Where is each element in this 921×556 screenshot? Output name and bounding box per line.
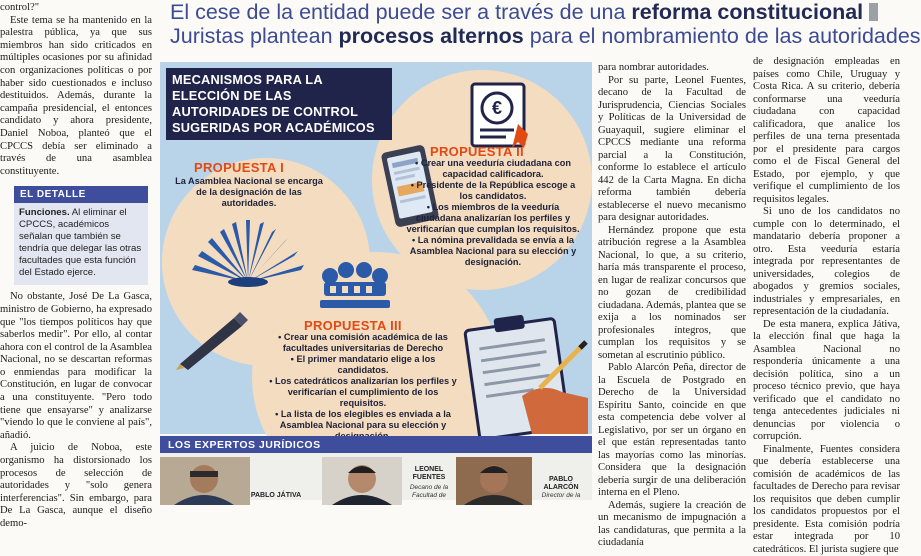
expert-3-role: Director de la [532, 492, 590, 500]
headline-line-2 [170, 24, 900, 48]
left-para-1: control?" [0, 2, 152, 15]
detalle-box [14, 186, 148, 285]
propuesta-3-item: • El primer mandatario elige a los candidatos. [264, 354, 462, 376]
detalle-title: EL DETALLE [14, 186, 148, 203]
col-a-para-5: Además, sugiere la creación de un mecanismo de impugnación a las candidaturas, que permita a la ciudadanía [598, 500, 746, 550]
col-b-para-4: Finalmente, Fuentes considera que debería establecerse una comisión de académicos de las facultades de Derecho para revisar los requisitos que deben cumplir los candidatos propuestos por el presidente. Esta comisión podría estar integrada por 10 catedráticos. El jurista sugiere que [753, 444, 900, 556]
expert-3-name: PABLO ALARCÓN [532, 476, 590, 492]
article-column-b [753, 56, 900, 494]
propuesta-3-title: PROPUESTA III [304, 318, 402, 333]
headline [170, 0, 900, 48]
left-para-4: A juicio de Noboa, este organismo ha distorsionado los procesos de selección de autoridades y "solo genera interferencias". Sin embargo, para De La Gasca, aunque el diseño demo- [0, 442, 152, 530]
expert-photo-3 [456, 457, 532, 505]
infographic-title: MECANISMOS PARA LA ELECCIÓN DE LAS AUTORIDADES DE CONTROL SUGERIDAS POR ACADÉMICOS [166, 68, 392, 140]
col-b-para-2: Si uno de los candidatos no cumple con lo determinado, el mandatario debería proponer a otro. Esta veeduría estaría integrada por representantes de universidades, colegios de abogados y gremios sociales, industriales y empresariales, en representación de la ciudadanía. [753, 206, 900, 319]
col-a-para-2: Por su parte, Leonel Fuentes, decano de la Facultad de Jurisprudencia, Ciencias Sociales y Políticas de la Universidad de Guayaquil, sugiere eliminar el CPCCS mediante una reforma parcial a la Constitución, conforme lo establece el artículo 442 de la Carta Magna. En dicha reforma también debería establecerse el nuevo mecanismo para designar autoridades. [598, 75, 746, 225]
headline-line-2-pre: Juristas plantean [170, 24, 339, 48]
col-b-para-1: de designación empleadas en países como Chile, Uruguay y Costa Rica. A su criterio, debería conformarse una veeduría ciudadana con capacidad calificadora, que analice los perfiles de una terna presentada por el presidente para cargos como el de Fiscal General del Estado, por ejemplo, y que verifique el cumplimiento de los requisitos legales. [753, 56, 900, 206]
experts-title: LOS EXPERTOS JURÍDICOS [160, 436, 592, 453]
propuesta-2-title: PROPUESTA II [430, 144, 524, 159]
headline-line-1 [170, 0, 900, 24]
infographic [160, 62, 592, 434]
propuesta-2-item: • La nómina prevalidada se envía a la Asamblea Nacional para su elección y designación. [404, 235, 582, 268]
propuesta-1-title: PROPUESTA I [194, 160, 284, 175]
col-b-para-3: De esta manera, explica Játiva, la elección final que haga la Asamblea Nacional no respondería únicamente a una decisión política, sino a un proceso técnico previo, que haya verificado que el candidato no tenga antecedentes judiciales ni denuncias por violencia o corrupción. [753, 319, 900, 444]
propuesta-2-item: • Presidente de la República escoge a los candidatos. [404, 180, 582, 202]
detalle-lead: Funciones. [19, 207, 70, 218]
propuesta-3-item: • Crear una comisión académica de las facultades universitarias de Derecho [264, 332, 462, 354]
col-a-para-4: Pablo Alarcón Peña, director de la Escuela de Postgrado en Derecho de la Universidad Espíritu Santo, coincide en que esta competencia debe volver al Legislativo, por ser un órgano en el que están representadas tanto las mayorías como las minorías. Considera que la designación debería surgir de una deliberación interna en el Pleno. [598, 362, 746, 500]
academic-crown-icon [316, 258, 394, 314]
propuesta-2-item: • Los miembros de la veeduría ciudadana analizarían los perfiles y verificarían que cumplan los requisitos. [404, 202, 582, 235]
left-para-3: No obstante, José De La Gasca, ministro de Gobierno, ha expresado que "los tiempos políticos hay que saberlos medir". Por ello, al contar ahora con el control de la Asamblea Nacional, no se descartan reformas o enmiendas para modificar la Constitución, en lugar de convocar a una constituyente. "Pero todo tiene que ensayarse" y analizarse "viendo lo que le conviene al país", añadió. [0, 291, 152, 442]
expert-2-name: LEONEL FUENTES [400, 466, 458, 482]
propuesta-3-item: • La lista de los elegibles es enviada a la Asamblea Nacional para su elección y [264, 409, 462, 442]
propuesta-1-text: La Asamblea Nacional se encarga de la designación de las autoridades. [174, 176, 324, 210]
col-a-para-3: Hernández propone que esta atribución regrese a la Asamblea Nacional, lo que, a su criterio, haría más transparente el proceso, en lugar de realizar concursos que no gozan de credibilidad ciudadana. Además, plantea que se exija a los nominados ser profesionales íntegros, que cumplan los requisitos y se sometan al escrutinio público. [598, 225, 746, 363]
person-icon [322, 457, 402, 505]
detalle-text: Al eliminar el CPCCS, académicos señalan que también se tendría que delegar las otras facultades que esta función del Estado ejerce. [19, 207, 141, 278]
propuesta-3-item: • Los catedráticos analizarían los perfiles y verificarían el cumplimiento de los requisitos. [264, 376, 462, 409]
expert-2-role: Decano de la Facultad de [400, 484, 458, 499]
pen-icon [174, 310, 250, 370]
left-para-2: Este tema se ha mantenido en la palestra pública, ya que sus miembros han sido criticados en múltiples ocasiones por su afinidad con organizaciones políticas o por haber sido cuestionados e incluso destituidos. Además, durante la campaña presidencial, el entonces candidato y ahora presidente, Daniel Noboa, planteó que el CPCCS debía ser eliminado a través de una asamblea constituyente. [0, 15, 152, 179]
document-seal-icon [462, 80, 540, 154]
person-icon [456, 457, 532, 505]
clipboard-hand-icon [462, 296, 592, 434]
detalle-body [14, 203, 148, 285]
article-column-a [598, 62, 746, 500]
col-a-para-1: para nombrar autoridades. [598, 62, 746, 75]
propuesta-2-list [404, 158, 582, 268]
expert-photo-1 [160, 457, 250, 505]
expert-photo-2 [322, 457, 402, 505]
propuesta-3-list [264, 332, 462, 442]
headline-line-1-bold: reforma constitucional [631, 0, 863, 24]
experts-strip [160, 436, 592, 500]
expert-1-name: PABLO JÁTIVA [246, 492, 306, 500]
svg-text:€: € [492, 98, 502, 118]
left-article-column [0, 0, 152, 500]
headline-line-2-bold: procesos alternos [339, 24, 524, 48]
headline-bar-decoration [869, 3, 878, 21]
assembly-emblem-icon [188, 210, 308, 286]
person-icon [160, 457, 250, 505]
headline-line-1-text: El cese de la entidad puede ser a través de una [170, 0, 631, 24]
propuesta-2-item: • Crear una veeduría ciudadana con capacidad calificadora. [404, 158, 582, 180]
headline-line-2-post: para el nombramiento de las autoridades [524, 24, 921, 48]
